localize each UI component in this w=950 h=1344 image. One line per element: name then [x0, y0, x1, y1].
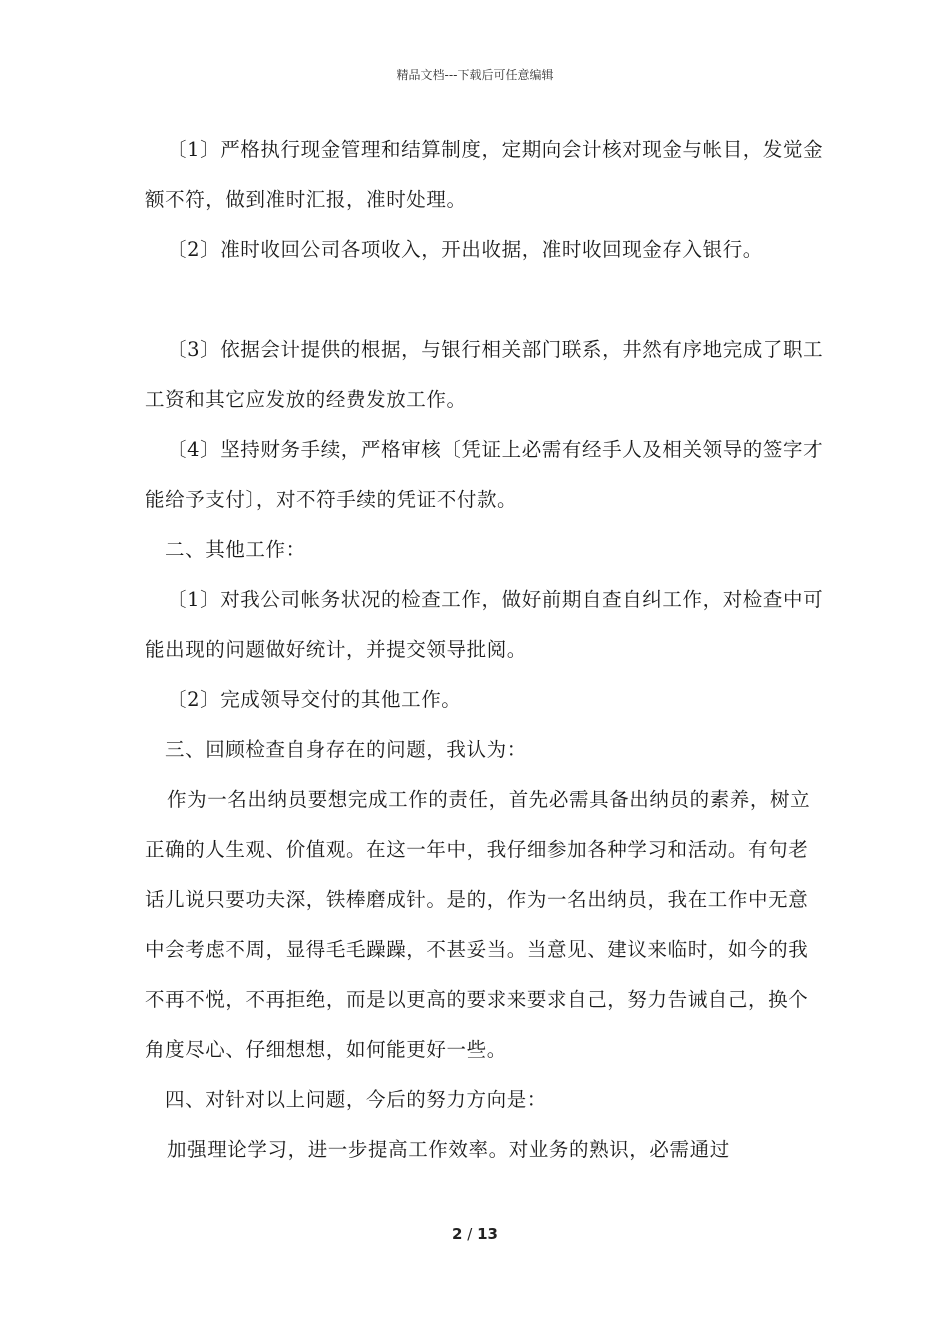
page-header: 精品文档---下载后可任意编辑: [396, 68, 554, 82]
paragraph-1: 〔1〕严格执行现金管理和结算制度，定期向会计核对现金与帐目，发觉金额不符，做到准时汇报，准时处理。: [145, 138, 824, 211]
document-body: [145, 125, 825, 1175]
paragraph-3: 〔3〕依据会计提供的根据，与银行相关部门联系，井然有序地完成了职工工资和其它应发放的经费发放工作。: [145, 338, 824, 411]
paragraph-4: 〔4〕坚持财务手续，严格审核〔凭证上必需有经手人及相关领导的签字才能给予支付〕，对不符手续的凭证不付款。: [145, 438, 824, 511]
paragraph-2: 〔2〕准时收回公司各项收入，开出收据，准时收回现金存入银行。: [167, 238, 763, 261]
paragraph-8: 加强理论学习，进一步提高工作效率。对业务的熟识，必需通过: [167, 1138, 730, 1161]
page-number: [0, 1225, 950, 1243]
paragraph-7: 作为一名出纳员要想完成工作的责任，首先必需具备出纳员的素养，树立正确的人生观、价值观。在这一年中，我仔细参加各种学习和活动。有句老话儿说只要功夫深，铁棒磨成针。是的，作为一名出纳员，我在工作中无意中会考虑不周，显得毛毛躁躁，不甚妥当。当意见、建议来临时，如今的我不再不悦，不再拒绝，而是以更高的要求来要求自己，努力告诫自己，换个角度尽心、仔细想想，如何能更好一些。: [145, 788, 811, 1061]
section-heading-3: 三、回顾检查自身存在的问题，我认为：: [165, 738, 527, 761]
page-separator: /: [462, 1225, 478, 1243]
current-page: 2: [452, 1225, 463, 1243]
section-heading-2: 二、其他工作：: [165, 538, 306, 561]
paragraph-6: 〔2〕完成领导交付的其他工作。: [167, 688, 462, 711]
paragraph-5: 〔1〕对我公司帐务状况的检查工作，做好前期自查自纠工作，对检查中可能出现的问题做好统计，并提交领导批阅。: [145, 588, 824, 661]
blank-line: [145, 275, 825, 325]
total-pages: 13: [477, 1225, 498, 1243]
section-heading-4: 四、对针对以上问题，今后的努力方向是：: [165, 1088, 547, 1111]
